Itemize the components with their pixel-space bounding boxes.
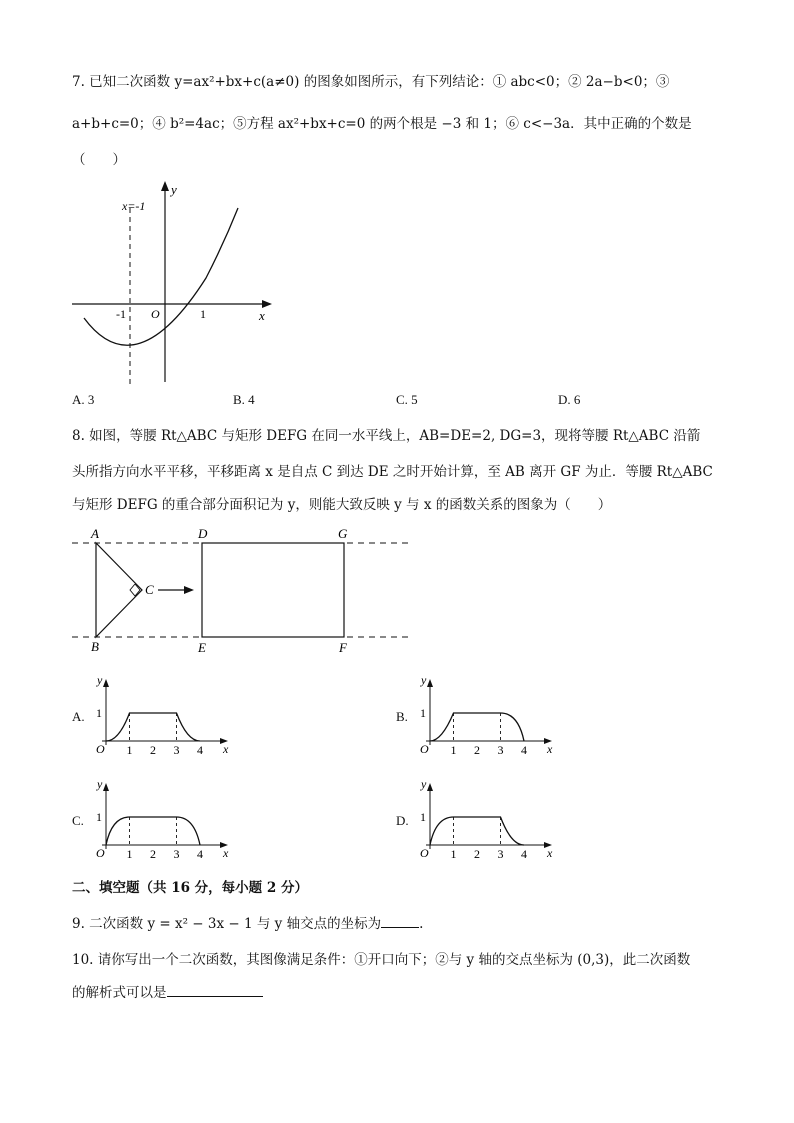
- label-d: D: [198, 526, 208, 541]
- x-tick-4: 4: [521, 847, 527, 861]
- origin-label: O: [420, 846, 429, 860]
- q8-option-a-graph: [92, 675, 232, 755]
- x-tick-4: 4: [197, 847, 203, 861]
- y-tick-1: 1: [420, 706, 426, 720]
- label-e: E: [198, 640, 206, 655]
- y-axis-label: y: [171, 182, 177, 197]
- q7-parabola-graph: [66, 178, 286, 388]
- q9-line: [72, 914, 423, 934]
- q8-option-d-graph: [416, 779, 556, 859]
- q8-line-3: 与矩形 DEFG 的重合部分面积记为 y，则能大致反映 y 与 x 的函数关系的图象为（ ）: [72, 497, 612, 513]
- x-tick-3: 3: [173, 847, 180, 861]
- q8-option-c-letter: C.: [72, 813, 84, 828]
- q10-line-2: [72, 983, 263, 1003]
- origin-label: O: [420, 742, 429, 756]
- x-tick-3: 3: [497, 743, 504, 757]
- x-tick-3: 3: [497, 847, 504, 861]
- x-label: x: [223, 846, 229, 860]
- x-tick-3: 3: [173, 743, 180, 757]
- q7-option-a: A. 3: [72, 392, 95, 407]
- q7-option-b: B. 4: [233, 392, 255, 407]
- origin-label: O: [151, 307, 160, 321]
- q9-answer-blank[interactable]: [381, 927, 419, 928]
- q7-line-3: （ ）: [72, 152, 126, 168]
- x-tick-2: 2: [474, 847, 480, 861]
- x-label: x: [223, 742, 229, 756]
- tick-1-label: 1: [200, 307, 206, 321]
- q7-option-d: D. 6: [558, 392, 581, 407]
- x-label: x: [547, 742, 553, 756]
- x-label: x: [547, 846, 553, 860]
- q7-option-c: C. 5: [396, 392, 418, 407]
- label-a: A: [91, 526, 99, 541]
- function-curve: [106, 817, 200, 845]
- q8-option-b-letter: B.: [396, 709, 408, 724]
- q10-text: 的解析式可以是: [72, 985, 167, 1001]
- q7-line-2: a+b+c=0；④ b²=4ac；⑤方程 ax²+bx+c=0 的两个根是 −3 和 1；⑥ c<−3a．其中正确的个数是: [72, 116, 692, 132]
- y-tick-1: 1: [96, 706, 102, 720]
- y-axis-arrow: [427, 783, 433, 791]
- y-tick-1: 1: [96, 810, 102, 824]
- y-label: y: [421, 777, 427, 791]
- q8-option-b-graph: [416, 675, 556, 755]
- q10-line-1: 10. 请你写出一个二次函数，其图像满足条件：①开口向下；②与 y 轴的交点坐标为 (0,3)，此二次函数: [72, 952, 691, 968]
- q8-option-a-letter: A.: [72, 709, 85, 724]
- q8-line-2: 头所指方向水平平移，平移距离 x 是自点 C 到达 DE 之时开始计算，至 AB 离开 GF 为止．等腰 Rt△ABC: [72, 464, 713, 480]
- origin-label: O: [96, 742, 105, 756]
- axis-of-symmetry-label: x=-1: [122, 199, 146, 213]
- q9-text: 9. 二次函数 y = x² − 3x − 1 与 y 轴交点的坐标为: [72, 916, 382, 932]
- function-curve: [106, 713, 200, 741]
- q8-option-d-letter: D.: [396, 813, 409, 828]
- x-tick-4: 4: [197, 743, 203, 757]
- q8-line-1: 8. 如图，等腰 Rt△ABC 与矩形 DEFG 在同一水平线上，AB=DE=2, DG=3，现将等腰 Rt△ABC 沿箭: [72, 428, 701, 444]
- function-curve: [430, 713, 524, 741]
- q8-option-c-graph: [92, 779, 232, 859]
- q7-line-1: 7. 已知二次函数 y=ax²+bx+c(a≠0) 的图象如图所示，有下列结论：① abc<0；② 2a−b<0；③: [72, 74, 670, 90]
- x-tick-4: 4: [521, 743, 527, 757]
- x-axis-label: x: [259, 308, 265, 323]
- x-tick-1: 1: [126, 847, 133, 861]
- q9-end: .: [419, 916, 424, 932]
- x-tick-1: 1: [126, 743, 133, 757]
- tick-neg1-label: -1: [116, 307, 126, 321]
- origin-label: O: [96, 846, 105, 860]
- function-curve: [430, 817, 524, 845]
- x-tick-1: 1: [450, 847, 457, 861]
- label-c: C: [145, 582, 154, 597]
- y-tick-1: 1: [420, 810, 426, 824]
- y-label: y: [421, 673, 427, 687]
- label-g: G: [338, 526, 348, 541]
- x-tick-1: 1: [450, 743, 457, 757]
- y-axis-arrow: [427, 679, 433, 687]
- x-tick-2: 2: [150, 743, 156, 757]
- q10-answer-blank[interactable]: [167, 996, 263, 997]
- y-label: y: [97, 777, 103, 791]
- y-axis-arrow: [103, 783, 109, 791]
- x-tick-2: 2: [474, 743, 480, 757]
- y-label: y: [97, 673, 103, 687]
- section-2-title: 二、填空题（共 16 分，每小题 2 分）: [72, 880, 308, 896]
- q8-triangle-rectangle-figure: [72, 526, 422, 656]
- label-f: F: [339, 640, 347, 655]
- y-axis-arrow: [103, 679, 109, 687]
- label-b: B: [91, 639, 99, 654]
- x-tick-2: 2: [150, 847, 156, 861]
